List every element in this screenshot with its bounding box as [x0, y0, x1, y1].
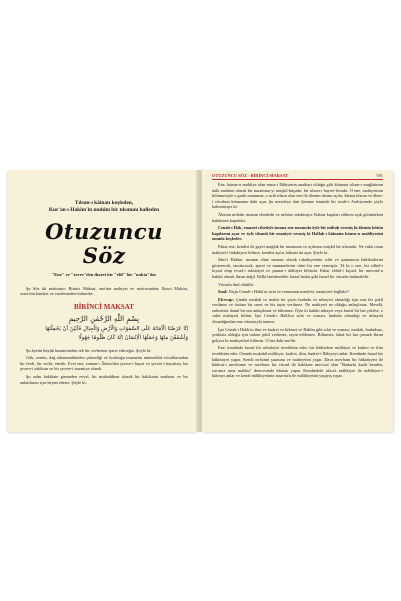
answer-paragraph	[212, 297, 383, 325]
running-head-title: OTUZUNCU SÖZ · BİRİNCİ MAKSAT	[212, 173, 289, 178]
verse-line-1: اِنَّا عَرَضْنَا الْاَمَانَةَ عَلَى السَّمٰوَاتِ وَالْاَرْضِ وَالْجِبَالِ فَاَبَيْنَ اَنْ يَحْمِلْنَهَا	[45, 326, 188, 333]
verse-line-2: وَاَشْفَقْنَ مِنْهَا وَحَمَلَهَا الْاِنْسَانُ اِنَّهُ كَانَ ظَلُومًا جَهُولًا	[78, 334, 188, 341]
left-page	[8, 170, 198, 432]
right-paragraph-2: Âlemin miftahı insanın elindedir ve nefsine takılmıştır. Kâinat kapıları zâhiren açık görünürken hakikaten kapalıdır.	[212, 211, 383, 223]
ene-line: "Ene" ve "zerre"den ibaret bir "elif" bir "nokta"dır.	[51, 272, 157, 277]
body-paragraph-3: Şu azîm hakikate girmeden evvel, bir mukaddime olarak bir hakikatin anahtarı ve bir anlatılması için beyan ederiz. Şöyle ki:	[20, 373, 188, 385]
right-paragraph-1: Ene, künuz-u mahfiye olan esma-i İlâhiyenin anahtarı olduğu gibi kâinatın tılsım-ı muğlakının dahi anahtarı olarak bir muamma-yı müşkil-küşadır, bir tılsım-ı hayret-fezadır. O ene, mahiyetinin bilinmesiyle o garib muamma, o acib tılsım olan ene ile âlemin tılsımı açılır, kâinat tılsımı ve âlem-i vücubun künuzunu dahi açar. Şu meseleye dair Şemme isminde bir risale-i Arabiyemde şöyle bahsetmişiz ki:	[212, 182, 383, 210]
running-head	[212, 173, 383, 180]
question-paragraph	[212, 289, 383, 295]
right-page	[202, 170, 393, 432]
bismillah-line: بِسْمِ اللّٰهِ الرَّحْمٰنِ الرَّحِيمِ	[68, 314, 140, 323]
right-paragraph-5: Sâni-i Hakîm, insanın eline emanet olarak rububiyetinin sıfât ve şuunatının hakikatlerini gösterecek, tanıttıracak, işaret ve numunelerini câmi bir ene vermiştir. Tâ ki o ene, bir vâhid-i kıyasî olup evsaf-ı rububiyet ve şuunat-ı ulûhiyet bilinsin. Fakat vâhid-i kıyasî, bir mevcud-u hakiki olmak lâzım değil. Belki hendesedeki farazî hatlar gibi farazî bir vücudu bulunabilir.	[212, 257, 383, 279]
section-title: BİRİNCİ MAKSAT	[74, 302, 134, 311]
right-paragraph-3: Cenab-ı Hak, emanet cihetiyle insana ene namında öyle bir miftah vermiş ki âlemin bütün kapılarını açar ve öyle tılsımlı bir enaniyet vermiş ki Hallak-ı kâinatın künuz-u mahfiyesini onunla keşfeder.	[212, 225, 383, 242]
body-paragraph-2: Gök, zemin, dağ tahammülünden çekindiği ve korktuğu emanetin müteaddid vücuhlarından bir ferdi, bir vechi, enedir. Evet ene, zaman-ı Âdem'den şecere-i hayat ve şecere-i hayattan, bir şecere-i zakkum ve bir şecere-i nuraniye olarak	[20, 355, 188, 372]
intro-paragraph: Şu Söz iki maksattır: Birinci Maksat, ene'nin mahiyet ve neticesinden; İkinci Maksat, zerre'nin hareket ve vazifesinden bahseder.	[20, 285, 188, 297]
intro-line-1: Tılsım-ı kâinatı keşfeden,	[74, 200, 134, 206]
right-paragraph-4: Fakat ene, kendisi de gayet muğlak bir muamma ve açılması müşkil bir tılsımdır. Ne vakit onun mahiyet-i hakikiyesi bilinse, kendisi açılır, kâinatı da açar. Şöyle ki:	[212, 243, 383, 255]
chapter-title: Otuzuncu Söz	[45, 219, 163, 268]
intro-line-2: Kur'an-ı Hakîm'in muhîm bir tılsımını halleden	[48, 207, 160, 213]
open-book	[8, 170, 393, 432]
answer-label: Elcevap:	[218, 296, 234, 302]
answer-text: Çünkü mutlak ve muhit bir şeyin hududu ve nihayeti olmadığı için ona bir şekil verilmez ve üstüne bir suret ve bir tayin verilmez. Ne mahiyeti ne olduğu anlaşılmaz. Meselâ, zulmetsiz daimî bir nur anlaşılmaz ve bilinmez. Öyle ki hakiki nihayet veya farazî bir hat çekilse, o vakit mahiyeti bilinir. İşte Cenab-ı Hak'kın sıfat ve esması, hududu olmadığı ve nihayeti olmadığından ene vâsıtasıyla tanınır.	[212, 296, 384, 325]
right-paragraph-8: İşte Cenab-ı Hakk'ın ilim ve kudret ve hikmet ve Rahîm gibi sıfat ve esması, mutlak, hududsuz, şerikisiz olduğu için onlara şekil verilmez, tayin edilemez. Bilinmez, fakat bir hat çizmek lâzım geliyor ki mahiyetleri bilinsin. O hat dahi ene'dir.	[212, 326, 383, 343]
question-text: Niçin Cenab-ı Hakk'ın sıfat ve esmasının marifeti, enaniyete bağlıdır?	[228, 289, 349, 295]
question-label: Sual:	[218, 289, 228, 295]
left-page-content	[20, 178, 188, 387]
right-paragraph-9: Ene, kendinde farazî bir rububiyet tevehhüm eder, bir hâdiselere mülkiyet ve kudret ve ilim tevehhüm eder. Onunla mukabil mülkiyet, kudret, ilim, kudret-i İlâhiyeyi anlar. Kendinde farazî bir hâkimiyet yapar. Kendi nefsinin şuurunu ve mahiyetini yaşar. Dava mevhum bir hâkimiyeti ile hâdisat-ı mevhume ve mevhum bir vücud ile hakikate mevcud olan "Budurki kadir benden, sırrımız sana malûm" derecesinde kâinatı yapar. Kendindeki ufacık mâlikiyet ile mâlikiyet-i kübrayı anlar ve kendi mâlikiyetinin tasarrufu ile mâlikiyetini yaşayış yaşar.	[212, 345, 383, 379]
right-page-content	[212, 182, 383, 381]
page-number: 591	[376, 173, 383, 178]
body-paragraph-1: Şu âyetin büyük hazinesinden tek bir cevherine işaret edeceğiz. Şöyle ki:	[26, 347, 152, 353]
right-paragraph-6: Vücudu ilmî olabilir.	[218, 281, 254, 287]
